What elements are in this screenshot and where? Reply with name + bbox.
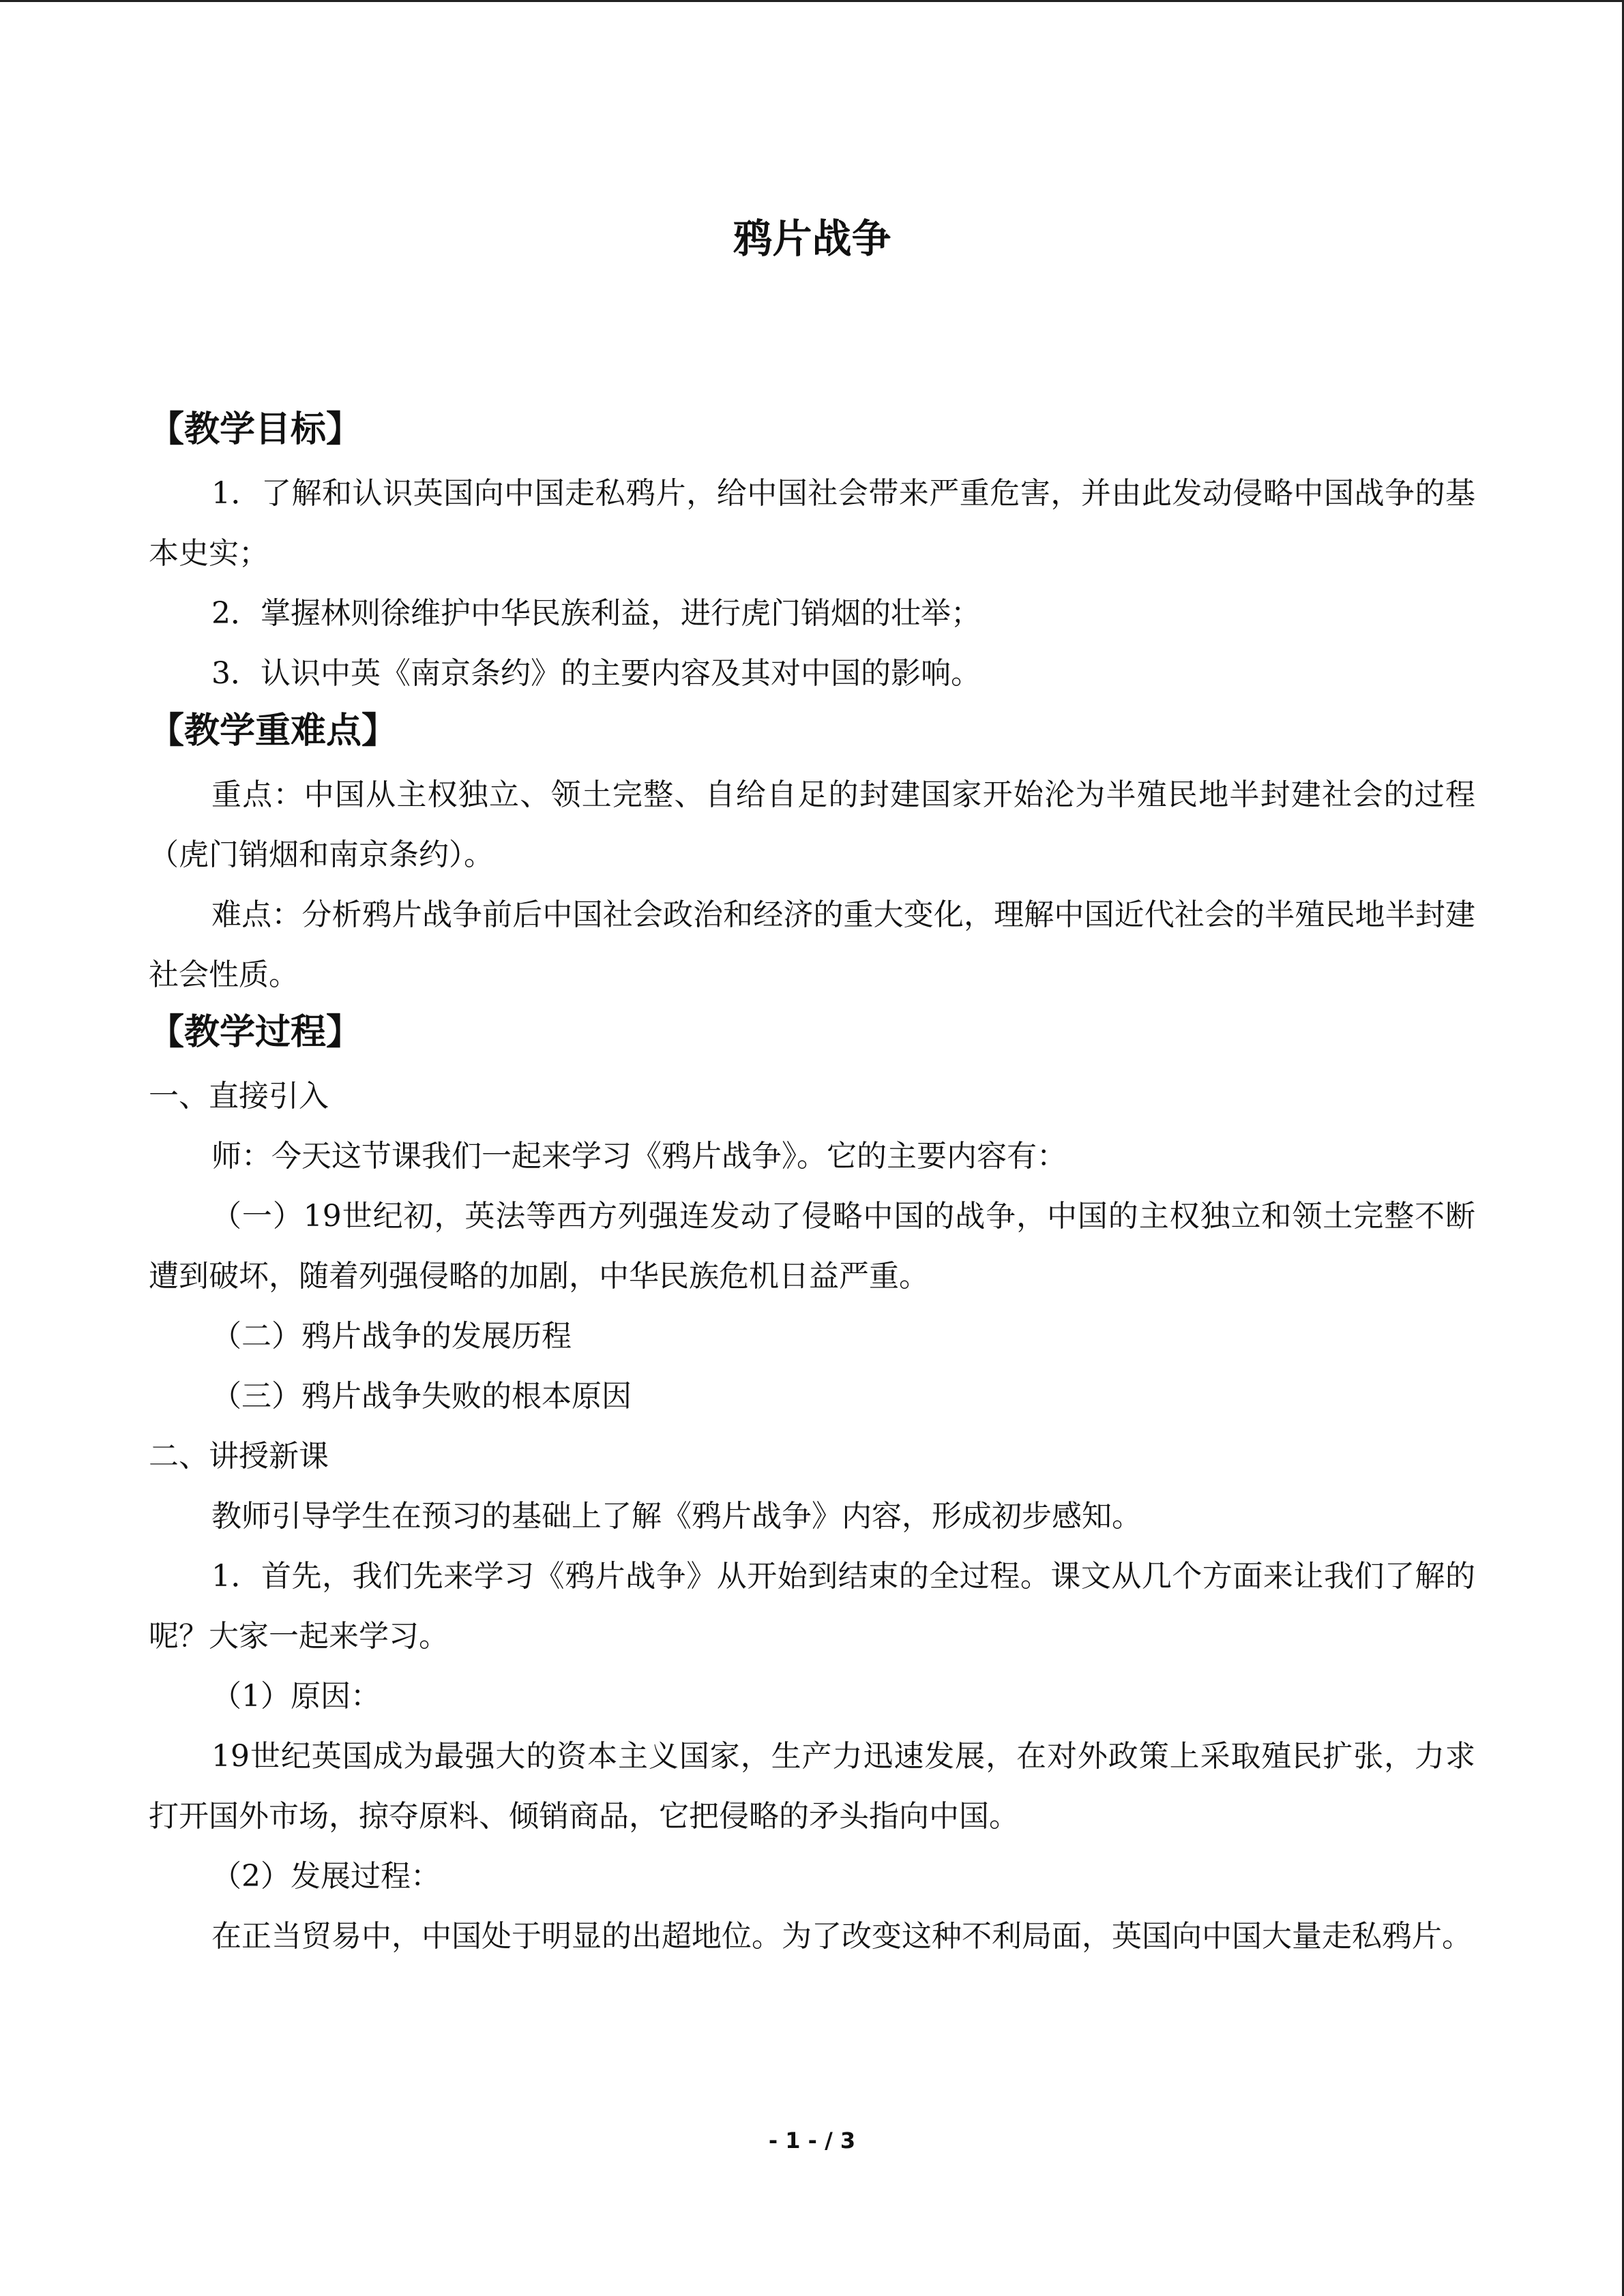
process-paragraph: （二）鸦片战争的发展历程 [211,1319,572,1354]
process-paragraph: 师：今天这节课我们一起来学习《鸦片战争》。它的主要内容有： [211,1139,1067,1174]
goal-item: 1．了解和认识英国向中国走私鸦片，给中国社会带来严重危害，并由此发动侵略中国战争的基本史实； [149,476,1475,571]
process-part-title: 一、直接引入 [149,1079,329,1114]
page-title: 鸦片战争 [733,215,891,262]
key-point-item: 重点：中国从主权独立、领土完整、自给自足的封建国家开始沦为半殖民地半封建社会的过程（虎门销烟和南京条约）。 [149,777,1475,872]
process-paragraph: （1）原因： [211,1679,381,1714]
goal-item: 2．掌握林则徐维护中华民族利益，进行虎门销烟的壮举； [211,596,981,631]
section-heading-goals: 【教学目标】 [149,409,362,450]
key-point-item: 难点：分析鸦片战争前后中国社会政治和经济的重大变化，理解中国近代社会的半殖民地半封建社会性质。 [149,897,1475,992]
process-paragraph: （一）19世纪初，英法等西方列强连发动了侵略中国的战争，中国的主权独立和领土完整不断遭到破坏，随着列强侵略的加剧，中华民族危机日益严重。 [149,1199,1475,1294]
process-paragraph: （2）发展过程： [211,1859,441,1894]
process-part-title: 二、讲授新课 [149,1439,329,1474]
goal-item: 3．认识中英《南京条约》的主要内容及其对中国的影响。 [211,656,981,691]
process-paragraph: 1．首先，我们先来学习《鸦片战争》从开始到结束的全过程。课文从几个方面来让我们了解的呢？大家一起来学习。 [149,1559,1475,1654]
section-heading-process: 【教学过程】 [149,1012,362,1053]
process-paragraph: 19世纪英国成为最强大的资本主义国家，生产力迅速发展，在对外政策上采取殖民扩张，力求打开国外市场，掠夺原料、倾销商品，它把侵略的矛头指向中国。 [149,1739,1475,1834]
process-paragraph: 教师引导学生在预习的基础上了解《鸦片战争》内容，形成初步感知。 [211,1499,1142,1534]
page-number: - 1 - / 3 [768,2128,856,2153]
section-heading-key-points: 【教学重难点】 [149,711,398,751]
process-paragraph: （三）鸦片战争失败的根本原因 [211,1379,632,1414]
process-paragraph: 在正当贸易中，中国处于明显的出超地位。为了改变这种不利局面，英国向中国大量走私鸦片。 [211,1919,1472,1954]
document-body [149,191,1475,1967]
